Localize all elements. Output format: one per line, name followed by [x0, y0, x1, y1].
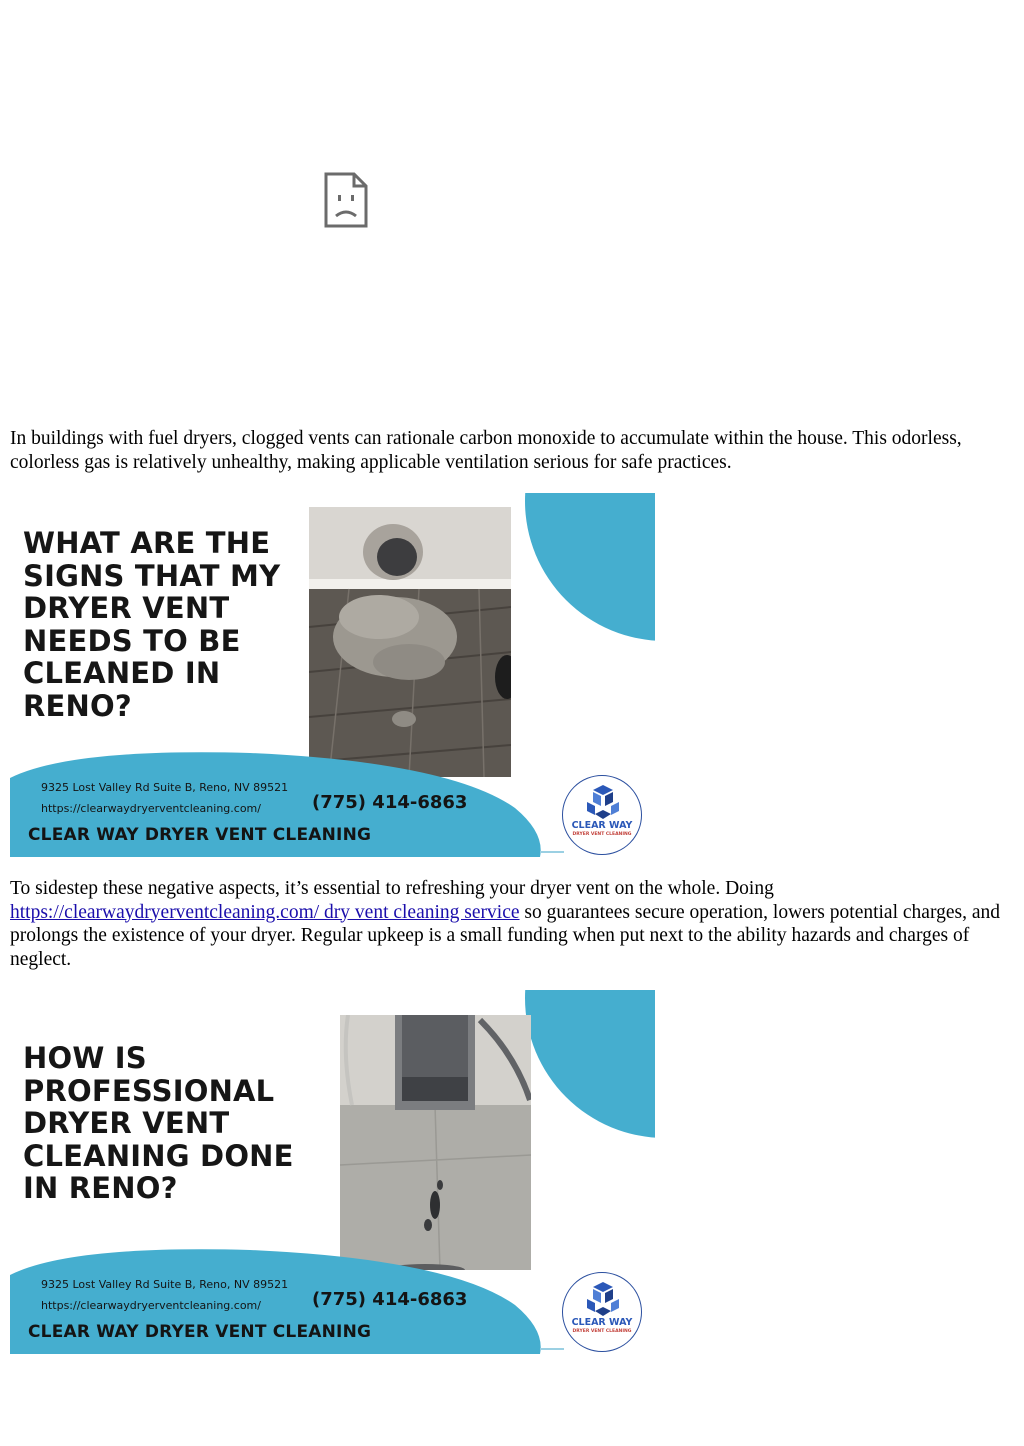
lint-pile-photo — [309, 507, 511, 777]
clear-way-logo — [562, 775, 642, 855]
phone-number: (775) 414-6863 — [312, 1289, 468, 1310]
paragraph-2-text-before: To sidestep these negative aspects, it’s essential to refreshing your dryer vent on the whole. Doing — [10, 878, 774, 899]
logo-name: CLEAR WAY — [571, 820, 633, 831]
dryer-vent-service-link[interactable]: https://clearwaydryerventcleaning.com/ dry vent cleaning service — [10, 901, 520, 923]
logo-subtitle: DRYER VENT CLEANING — [572, 1329, 632, 1334]
banner-signs-dryer-vent — [10, 493, 655, 857]
website-text: https://clearwaydryerventcleaning.com/ — [41, 1299, 261, 1312]
body-paragraph-2 — [10, 877, 1014, 971]
company-name: CLEAR WAY DRYER VENT CLEANING — [28, 825, 372, 845]
banner-headline: HOW IS PROFESSIONAL DRYER VENT CLEANING DONE IN RENO? — [23, 1041, 294, 1205]
logo-name: CLEAR WAY — [571, 1317, 633, 1328]
banner-footer-mark — [540, 1348, 564, 1350]
cube-logo-icon — [583, 1281, 623, 1319]
clear-way-logo — [562, 1272, 642, 1352]
phone-number: (775) 414-6863 — [312, 792, 468, 813]
broken-image-icon — [324, 172, 368, 228]
cube-logo-icon — [583, 784, 623, 822]
banner-headline: WHAT ARE THE SIGNS THAT MY DRYER VENT NEEDS TO BE CLEANED IN RENO? — [23, 526, 281, 723]
banner-footer-mark — [540, 851, 564, 853]
banner-accent-circle — [525, 493, 655, 641]
banner-professional-cleaning — [10, 990, 655, 1354]
company-name: CLEAR WAY DRYER VENT CLEANING — [28, 1322, 372, 1342]
address-text: 9325 Lost Valley Rd Suite B, Reno, NV 89521 — [41, 781, 289, 794]
paragraph-2-text-after: so guarantees secure operation, lowers potential charges, and prolongs the existence of your dryer. Regular upkeep is a small funding when put next to the ability hazards and charges of neglect. — [10, 901, 1000, 970]
address-text: 9325 Lost Valley Rd Suite B, Reno, NV 89521 — [41, 1278, 289, 1291]
banner-accent-circle — [525, 990, 655, 1138]
body-paragraph-1: In buildings with fuel dryers, clogged vents can rationale carbon monoxide to accumulate within the house. This odorless, colorless gas is relatively unhealthy, making applicable ventilation serious for safe practices. — [10, 428, 962, 473]
logo-subtitle: DRYER VENT CLEANING — [572, 832, 632, 837]
website-text: https://clearwaydryerventcleaning.com/ — [41, 802, 261, 815]
dryer-vent-photo — [340, 1015, 531, 1270]
